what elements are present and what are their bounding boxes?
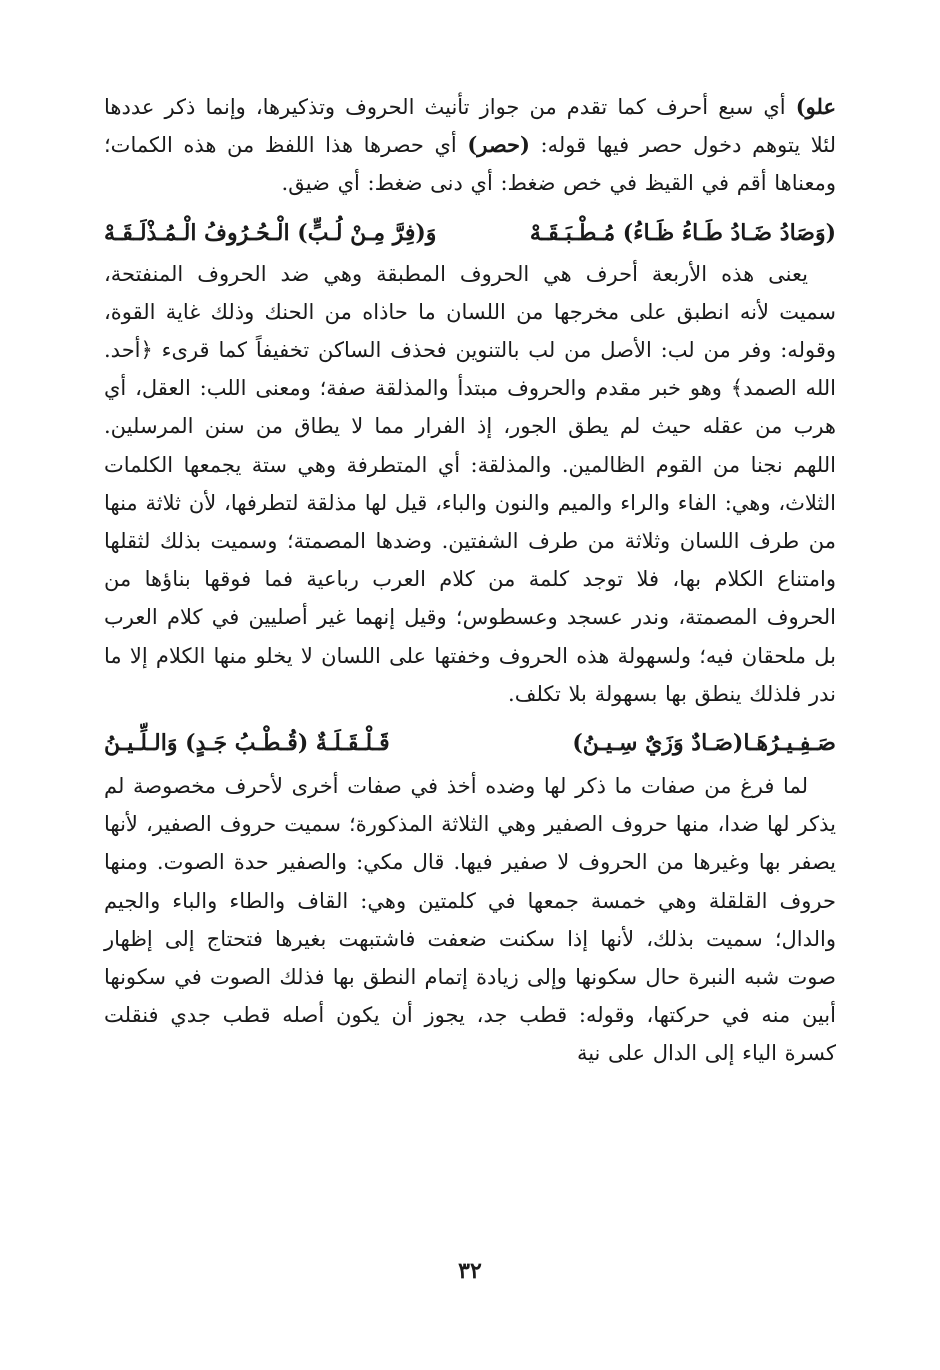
verse-1: [104, 213, 836, 253]
verse-2-left-hemistich: قَـلْـقَـلَـةٌ (قُـطْـبُ جَـدٍ) وَالـلِّـيـنُ: [104, 730, 390, 757]
paragraph-1-text-a: أي سبع أحرف كما تقدم من جواز تأنيث الحروف وتذكيرها، وإنما ذكر عددها لئلا يتوهم دخول حصر فيها قوله:: [104, 95, 836, 158]
term-hasr: (حصر): [467, 132, 530, 158]
term-ulu: علو): [795, 94, 836, 119]
page-number: ٣٢: [458, 1258, 482, 1284]
page-content: [104, 88, 836, 1073]
paragraph-1-text-b: أي حصرها هذا اللفظ من هذه الكمات؛ ومعناها أقم في القيظ في خص ضغط: أي دنى ضغط: أي ضيق.: [104, 133, 836, 196]
verse-1-right-hemistich: (وَصَادُ ضَـادُ طَـاءُ ظَـاءُ) مُـطْـبَـقَـهْ: [529, 219, 836, 246]
verse-2: [104, 723, 836, 763]
verse-2-right-hemistich: صَـفِـيـرُهَـا(صَـادٌ وَزَيٌ سِـيـنُ): [572, 730, 836, 757]
paragraph-1: [104, 88, 836, 203]
paragraph-2: يعنى هذه الأربعة أحرف هي الحروف المطبقة وهي ضد الحروف المنفتحة، سميت لأنه انطبق على مخرجها من اللسان ما حاذاه من الحنك وذلك غاية القوة، وقوله: وفر من لب: الأصل من لب بالتنوين فحذف الساكن تخفيفاً كما قرىء ﴿أحد. الله الصمد﴾ وهو خبر مقدم والحروف مبتدأ والمذلقة صفة؛ ومعنى اللب: العقل، أي هرب من عقله حيث لم يطق الجور، إذ الفرار مما لا يطاق من سنن المرسلين. اللهم نجنا من القوم الظالمين. والمذلقة: أي المتطرفة وهي ستة يجمعها الكلمات الثلاث، وهي: الفاء والراء والميم والنون والباء، قيل لها مذلقة لتطرفها، لأن ثلاثة منها من طرف اللسان وثلاثة من طرف الشفتين. وضدها المصمتة؛ وسميت بذلك لثقلها وامتناع الكلام بها، فلا توجد كلمة من كلام العرب رباعية فما فوقها بناؤها من الحروف المصمتة، وندر عسجد وعسطوس؛ وقيل إنهما غير أصليين في كلام العرب بل ملحقان فيه؛ ولسهولة هذه الحروف وخفتها على اللسان لا يخلو منها الكلام إلا ما ندر فلذلك ينطق بها بسهولة بلا تكلف.: [104, 261, 836, 706]
paragraph-3: لما فرغ من صفات ما ذكر لها وضده أخذ في صفات أخرى لأحرف مخصوصة لم يذكر لها ضدا، منها حروف الصفير وهي الثلاثة المذكورة؛ سميت حروف الصفير، لأنها يصفر بها وغيرها من الحروف لا صفير فيها. قال مكي: والصفير حدة الصوت. ومنها حروف القلقلة وهي خمسة جمعها في كلمتين وهي: القاف والطاء والباء والجيم والدال؛ سميت بذلك، لأنها إذا سكنت ضعفت فاشتبهت بغيرها فتحتاج إلى إظهار صوت شبه النبرة حال سكونها وإلى زيادة إتمام النطق بها فذلك الصوت في سكونها أبين منه في حركتها، وقوله: قطب جد، يجوز أن يكون أصله قطب جدي فنقلت كسرة الياء إلى الدال على نية: [104, 774, 836, 1066]
verse-1-left-hemistich: وَ(فِرَّ مِـنْ لُـبٍّ) الْـحُـرُوفُ الْـمُـذْلَـقَـهْ: [104, 219, 437, 246]
